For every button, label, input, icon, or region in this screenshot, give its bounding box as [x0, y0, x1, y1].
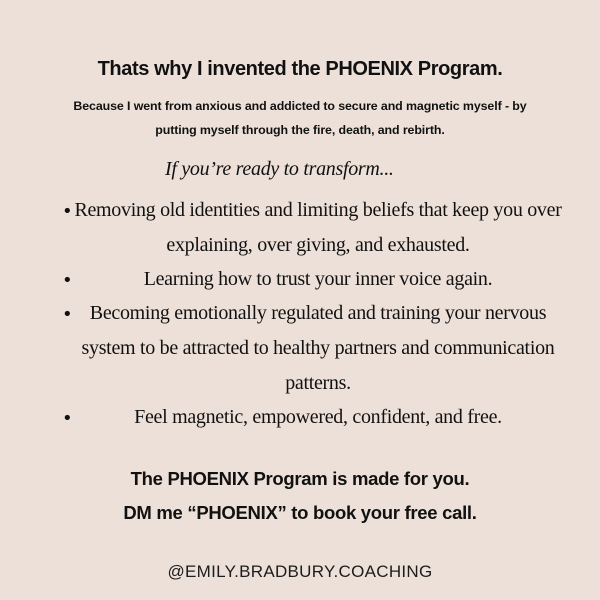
bullet-dot: •: [62, 201, 73, 222]
bullet-dot: •: [62, 408, 73, 429]
list-item-text: Removing old identities and limiting beliefs that keep you over explaining, over giving, and exhausted.: [74, 199, 562, 256]
list-item: [62, 262, 562, 297]
list-item: [62, 296, 562, 401]
headline: Thats why I invented the PHOENIX Program.: [97, 58, 503, 80]
list-item: [62, 193, 562, 263]
subheadline: Because I went from anxious and addicted to secure and magnetic myself - by putting myself through the fire, death, and rebirth.: [73, 99, 527, 137]
list-item-text: Becoming emotionally regulated and training your nervous system to be attracted to healthy partners and communication patterns.: [81, 302, 555, 394]
bullet-dot: •: [62, 270, 73, 291]
bullet-dot: •: [62, 304, 73, 325]
list-item: [62, 400, 562, 435]
social-handle: @EMILY.BRADBURY.COACHING: [167, 562, 433, 581]
call-to-action-line: The PHOENIX Program is made for you.: [130, 468, 470, 489]
list-item-text: Learning how to trust your inner voice again.: [143, 268, 493, 290]
list-item-text: Feel magnetic, empowered, confident, and free.: [134, 406, 502, 428]
intro-text: If you’re ready to transform...: [165, 158, 394, 180]
call-to-action-line: DM me “PHOENIX” to book your free call.: [123, 502, 477, 523]
call-to-action: [0, 462, 600, 530]
